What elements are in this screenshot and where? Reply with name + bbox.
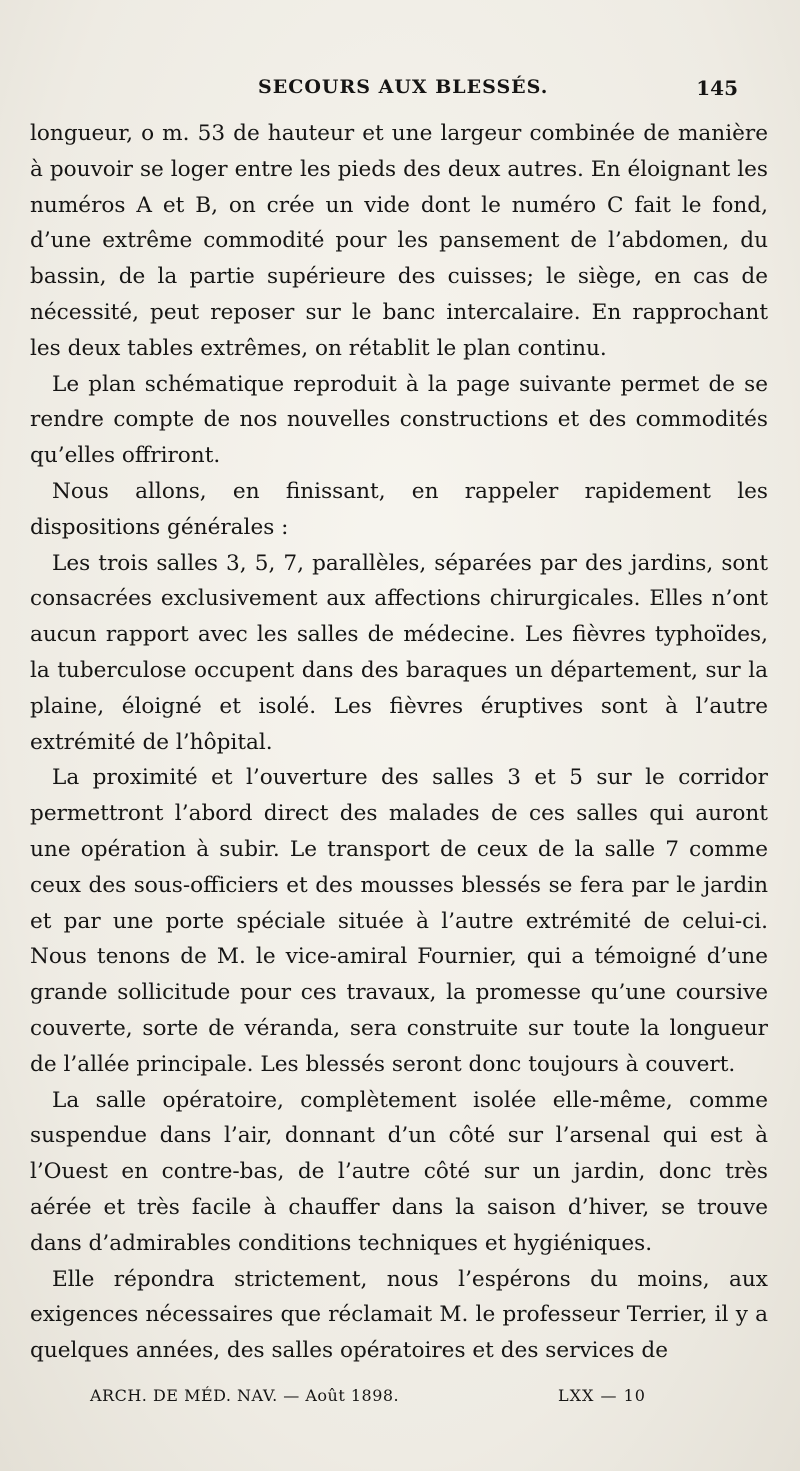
paragraph-continued: longueur, o m. 53 de hauteur et une largeur combinée de manière à pouvoir se loger entre les pieds des deux autres. En éloignant les numéros A et B, on crée un vide dont le numéro C fait le fond, d’une extrême commodité pour les pansement de l’abdomen, du bassin, de la partie supérieure des cuisses; le siège, en cas de nécessité, peut reposer sur le banc intercalaire. En rapprochant les deux tables extrêmes, on rétablit le plan continu. bbox=[30, 121, 768, 361]
journal-citation: ARCH. DE MÉD. NAV. — Août 1898. bbox=[90, 1386, 400, 1405]
paragraph: Nous allons, en finissant, en rappeler rapidement les dispositions générales : bbox=[30, 478, 768, 540]
paragraph: La proximité et l’ouverture des salles 3 et 5 sur le corridor permettront l’abord direct des malades de ces salles qui auront une opération à subir. Le transport de ceux de la salle 7 comme ceux des sous-officiers et des mousses blessés se fera par le jardin et par une porte spéciale située à l’autre extrémité de celui-ci. Nous tenons de M. le vice-amiral Fournier, qui a témoigné d’une grande sollicitude pour ces travaux, la promesse qu’une coursive couverte, sorte de véranda, sera construite sur toute la longueur de l’allée principale. Les blessés seront donc toujours à couvert. bbox=[30, 765, 768, 1077]
paragraph: Elle répondra strictement, nous l’espérons du moins, aux exigences nécessaires que réclamait M. le professeur Terrier, il y a quelques années, des salles opératoires et des services de bbox=[30, 1266, 768, 1364]
signature-mark: LXX — 10 bbox=[558, 1386, 646, 1405]
paragraph: Le plan schématique reproduit à la page suivante permet de se rendre compte de nos nouvelles constructions et des commodités qu’elles offriront. bbox=[30, 371, 768, 469]
page-header bbox=[0, 76, 800, 106]
running-title: SECOURS AUX BLESSÉS. bbox=[258, 76, 549, 98]
page-footer bbox=[0, 1386, 800, 1416]
paragraph: Les trois salles 3, 5, 7, parallèles, séparées par des jardins, sont consacrées exclusivement aux affections chirurgicales. Elles n’ont aucun rapport avec les salles de médecine. Les fièvres typhoïdes, la tuberculose occupent dans des baraques un département, sur la plaine, éloigné et isolé. Les fièvres éruptives sont à l’autre extrémité de l’hôpital. bbox=[30, 550, 768, 755]
body-text bbox=[30, 116, 768, 1369]
paragraph: La salle opératoire, complètement isolée elle-même, comme suspendue dans l’air, donnant d’un côté sur l’arsenal qui est à l’Ouest en contre-bas, de l’autre côté sur un jardin, donc très aérée et très facile à chauffer dans la saison d’hiver, se trouve dans d’admirables conditions techniques et hygiéniques. bbox=[30, 1087, 768, 1256]
page-number: 145 bbox=[696, 76, 738, 100]
